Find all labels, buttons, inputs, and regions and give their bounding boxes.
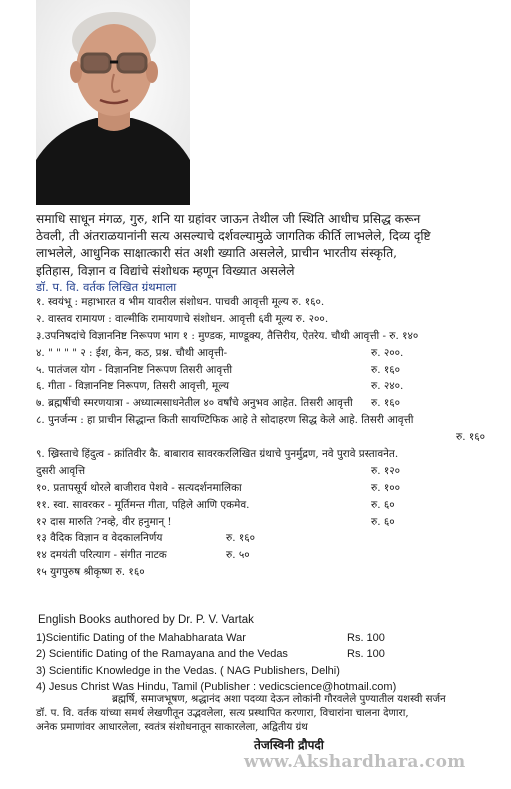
marathi-book-item xyxy=(36,446,506,463)
intro-paragraph xyxy=(36,211,501,280)
book-price: रु. ५० xyxy=(226,549,250,562)
marathi-book-item xyxy=(36,564,506,581)
closing-paragraph xyxy=(36,693,506,736)
marathi-book-list xyxy=(36,294,506,581)
intro-line: इतिहास, विज्ञान व विद्यांचे संशोधक म्हणून विख्यात असलेले xyxy=(36,263,295,278)
marathi-book-item xyxy=(36,311,506,328)
book-title: ५. पातंजल योग - विज्ञाननिष्ट निरूपण तिसरी आवृत्ती xyxy=(36,363,233,376)
marathi-book-item xyxy=(36,497,506,514)
marathi-book-item xyxy=(36,530,506,547)
website-watermark: www.Akshardhara.com xyxy=(244,752,466,772)
book-title: 2) Scientific Dating of the Ramayana and the Vedas xyxy=(36,648,288,661)
marathi-book-item xyxy=(36,463,506,480)
book-price: रु. २००. xyxy=(371,346,404,359)
book-title: १२ दास मारुति ?नव्हे, वीर हनुमान् ! xyxy=(36,515,172,528)
book-price: रु. ६० xyxy=(371,515,395,528)
book-title: १४ दमयंती परित्याग - संगीत नाटक xyxy=(36,549,167,562)
book-title: दुसरी आवृत्ति xyxy=(36,464,86,477)
closing-line: ब्रह्मर्षि, समाजभूषण, श्रद्धानंद अशा पदव्या देऊन लोकांनी गौरवलेले पुण्यातील यशस्वी सर्जन xyxy=(112,694,446,705)
closing-line: अनेक प्रमाणांवर आधारलेला, स्वतंत्र संशोधनातून साकारलेला, अद्वितीय ग्रंथ xyxy=(36,722,308,734)
english-book-item xyxy=(36,630,506,646)
marathi-book-item xyxy=(36,480,506,497)
book-title: १३ वैदिक विज्ञान व वेदकालनिर्णय xyxy=(36,532,163,545)
marathi-book-item xyxy=(36,395,506,412)
closing-line: डॉ. प. वि. वर्तक यांच्या समर्थ लेखणीतून उद्भवलेला, सत्य प्रस्थापित करणारा, विचारांना चालना देणारा, xyxy=(36,708,409,720)
marathi-book-item xyxy=(36,429,506,446)
intro-line: ठेवली, ती अंतराळयानांनी सत्य असल्याचे दर्शवल्यामुळे जागतिक कीर्ति लाभलेले, दिव्य दृष्टि xyxy=(36,229,431,244)
book-price: रु. १६० xyxy=(226,532,256,545)
book-title: २. वास्तव रामायण : वाल्मीकि रामायणाचे संशोधन. आवृत्ती ६वी मूल्य रु. २००. xyxy=(36,312,329,325)
book-title: १५ युगपुरुष श्रीकृष्ण रु. १६० xyxy=(36,566,145,579)
author-photo xyxy=(36,0,190,205)
book-title: ४. " " " " २ : ईश, केन, कठ, प्रश्न. चौथी आवृत्ती- xyxy=(36,346,228,359)
book-title: ६. गीता - विज्ञाननिष्ट निरूपण, तिसरी आवृत्ती, मूल्य xyxy=(36,380,229,393)
book-price: रु. १६० xyxy=(371,397,401,410)
book-title-signature: तेजस्विनी द्रौपदी xyxy=(254,738,324,752)
intro-line: समाधि साधून मंगळ, गुरु, शनि या ग्रहांवर जाऊन तेथील जी स्थिति आधीच प्रसिद्ध करून xyxy=(36,212,421,226)
marathi-book-item xyxy=(36,378,506,395)
marathi-book-item xyxy=(36,345,506,362)
book-title: 3) Scientific Knowledge in the Vedas. ( NAG Publishers, Delhi) xyxy=(36,664,340,677)
english-list-title: English Books authored by Dr. P. V. Vartak xyxy=(38,614,254,626)
marathi-book-item xyxy=(36,547,506,564)
english-book-list xyxy=(36,630,506,696)
book-title: ७. ब्रह्मर्षीची स्मरणयात्रा - अध्यात्मसाधनेतील ४० वर्षांचे अनुभव आहेत. तिसरी आवृत्ती xyxy=(36,397,353,410)
marathi-book-item xyxy=(36,294,506,311)
book-title: ९. ख्रिस्ताचे हिंदुत्व - क्रांतिवीर कै. बाबाराव सावरकरलिखित ग्रंथाचे पुनर्मुद्रण, नवे पुरावे प्रस्तावनेत. xyxy=(36,448,399,461)
marathi-book-item xyxy=(36,514,506,531)
english-book-item xyxy=(36,646,506,662)
marathi-list-title: डॉ. प. वि. वर्तक लिखित ग्रंथमाला xyxy=(36,280,177,294)
english-book-item xyxy=(36,663,506,679)
marathi-book-item xyxy=(36,412,506,429)
marathi-book-item xyxy=(36,362,506,379)
book-title: 1)Scientific Dating of the Mahabharata War xyxy=(36,632,246,644)
intro-line: लाभलेले, आधुनिक साक्षात्कारी संत अशी ख्याति असलेले, प्राचीन भारतीय संस्कृति, xyxy=(36,246,398,261)
book-price: रु. २४०. xyxy=(371,380,404,393)
book-price: Rs. 100 xyxy=(347,648,385,661)
book-title: ८. पुनर्जन्म : हा प्राचीन सिद्धान्त किती सायण्टिफिक आहे ते सोदाहरण सिद्ध केले आहे. तिसरी आवृत्ती xyxy=(36,414,414,427)
book-title: ३.उपनिषदांचे विज्ञाननिष्ट निरूपण भाग १ : मुण्डक, माण्डूक्य, तैत्तिरीय, ऐतरेय. चौथी आवृत्ती - रु. १४० xyxy=(36,329,419,342)
author-portrait-image xyxy=(36,0,190,205)
book-price: रु. १२० xyxy=(371,464,401,477)
book-price: Rs. 100 xyxy=(347,632,385,644)
marathi-book-item xyxy=(36,328,506,345)
book-title: ११. स्वा. सावरकर - मूर्तिमन्त गीता, पहिले आणि एकमेव. xyxy=(36,498,250,511)
book-title: 4) Jesus Christ Was Hindu, Tamil (Publisher : vedicscience@hotmail.com) xyxy=(36,681,397,694)
book-price: रु. १६० xyxy=(371,363,401,376)
book-price: रु. १६० xyxy=(456,431,486,444)
book-price: रु. १०० xyxy=(371,481,401,494)
book-price: रु. ६० xyxy=(371,498,395,511)
book-title: १०. प्रतापसूर्य थोरले बाजीराव पेशवे - सत्यदर्शनमालिका xyxy=(36,481,242,494)
book-title: १. स्वयंभू : महाभारत व भीम यावरील संशोधन. पाचवी आवृत्ती मूल्य रु. १६०. xyxy=(36,296,325,308)
